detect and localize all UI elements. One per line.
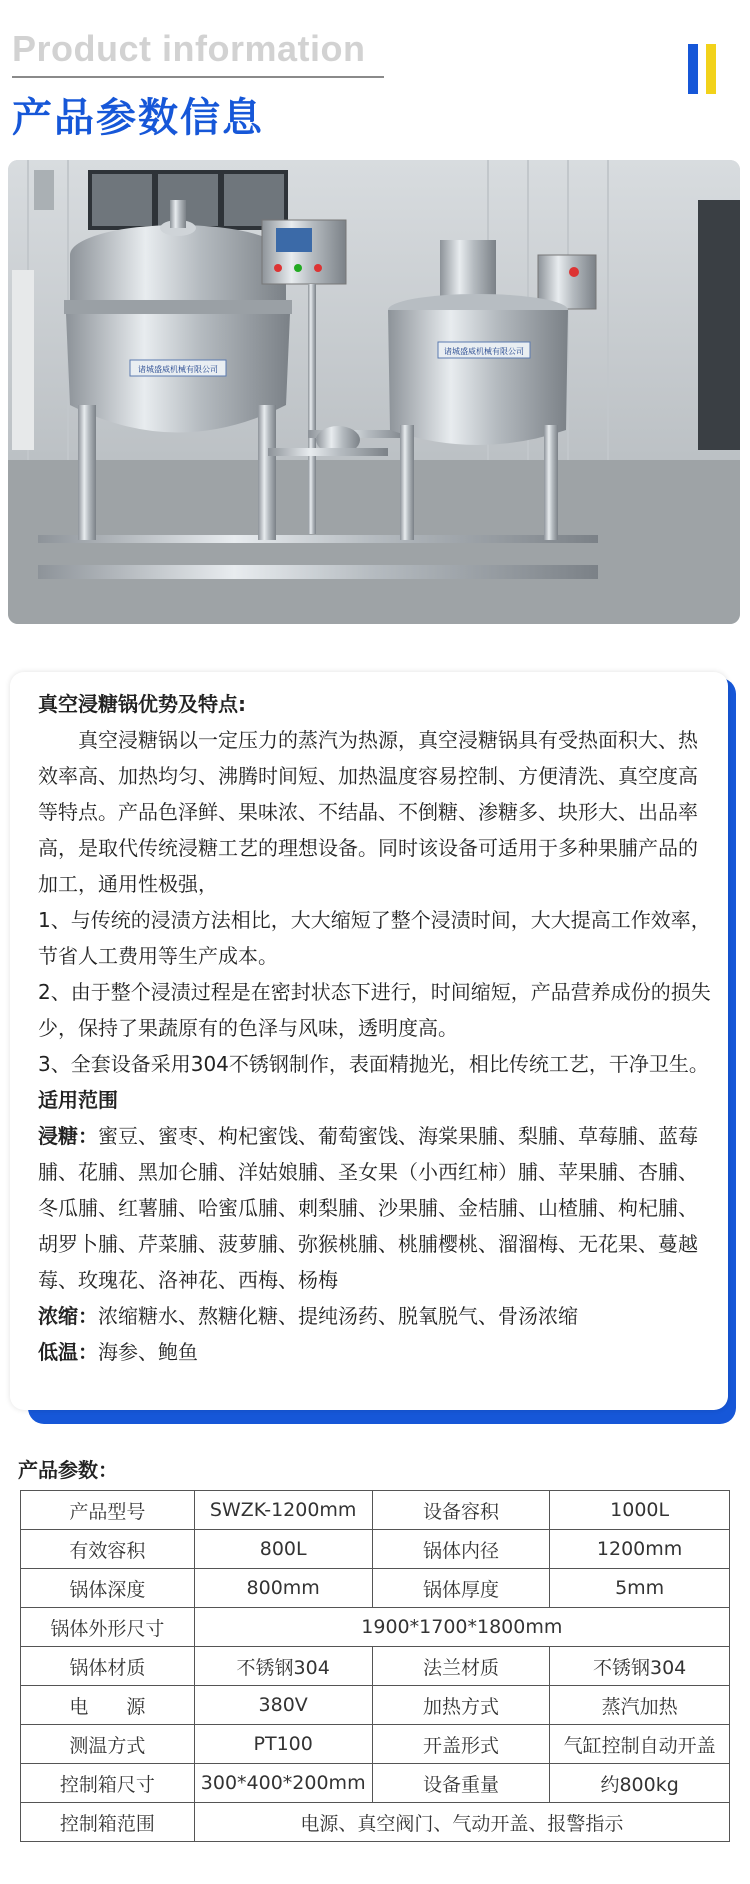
scope-item-concentrate (38, 1298, 712, 1334)
param-label: 电 源 (21, 1686, 195, 1725)
param-value: 380V (194, 1686, 372, 1725)
table-row (21, 1491, 730, 1530)
param-label: 锅体材质 (21, 1647, 195, 1686)
header-title-en: Product information (12, 28, 366, 69)
param-value: 1200mm (550, 1530, 730, 1569)
features-point-2: 2、由于整个浸渍过程是在密封状态下进行，时间缩短，产品营养成份的损失少，保持了果蔬原有的色泽与风味，透明度高。 (38, 980, 711, 1040)
table-row (21, 1764, 730, 1803)
param-label: 产品型号 (21, 1491, 195, 1530)
header-divider (12, 76, 384, 78)
nameplate-right: 诸城盛威机械有限公司 (444, 347, 524, 356)
scope-item-lowtemp (38, 1334, 712, 1370)
param-label: 测温方式 (21, 1725, 195, 1764)
param-value: SWZK-1200mm (194, 1491, 372, 1530)
param-label: 有效容积 (21, 1530, 195, 1569)
param-label: 控制箱尺寸 (21, 1764, 195, 1803)
param-label: 锅体深度 (21, 1569, 195, 1608)
features-card (10, 672, 736, 1424)
param-label: 加热方式 (372, 1686, 550, 1725)
scope-lowtemp-text: 海参、鲍鱼 (98, 1340, 198, 1364)
param-value: 不锈钢304 (550, 1647, 730, 1686)
param-value: PT100 (194, 1725, 372, 1764)
param-label: 锅体内径 (372, 1530, 550, 1569)
scope-item-soak (38, 1118, 712, 1298)
table-row (21, 1647, 730, 1686)
params-title: 产品参数： (18, 1458, 118, 1482)
scope-concentrate-label: 浓缩： (38, 1304, 98, 1328)
header-accent-bar-yellow (706, 44, 716, 94)
features-title: 真空浸糖锅优势及特点: (38, 692, 246, 716)
scope-lowtemp-label: 低温： (38, 1340, 98, 1364)
param-label: 控制箱范围 (21, 1803, 195, 1842)
table-row (21, 1803, 730, 1842)
product-photo-illustration (8, 160, 740, 624)
param-value: 800L (194, 1530, 372, 1569)
scope-soak-label: 浸糖： (38, 1124, 98, 1148)
param-value: 1000L (550, 1491, 730, 1530)
features-card-body (10, 672, 728, 1410)
features-point-1: 1、与传统的浸渍方法相比，大大缩短了整个浸渍时间，大大提高工作效率，节省人工费用等生产成本。 (38, 908, 711, 968)
param-value: 不锈钢304 (194, 1647, 372, 1686)
param-value: 800mm (194, 1569, 372, 1608)
param-label: 法兰材质 (372, 1647, 550, 1686)
header-accent-bar-blue (688, 44, 698, 94)
param-label: 锅体厚度 (372, 1569, 550, 1608)
param-value: 300*400*200mm (194, 1764, 372, 1803)
table-row (21, 1569, 730, 1608)
table-row (21, 1725, 730, 1764)
table-row (21, 1686, 730, 1725)
table-row (21, 1530, 730, 1569)
scope-soak-text: 蜜豆、蜜枣、枸杞蜜饯、葡萄蜜饯、海棠果脯、梨脯、草莓脯、蓝莓脯、花脯、黑加仑脯、洋姑娘脯、圣女果（小西红柿）脯、苹果脯、杏脯、冬瓜脯、红薯脯、哈蜜瓜脯、刺梨脯、沙果脯、金桔脯、山楂脯、枸杞脯、胡罗卜脯、芹菜脯、菠萝脯、弥猴桃脯、桃脯樱桃、溜溜梅、无花果、蔓越莓、玫瑰花、洛神花、西梅、杨梅 (38, 1124, 698, 1292)
param-value: 电源、真空阀门、气动开盖、报警指示 (194, 1803, 729, 1842)
params-table (20, 1490, 730, 1842)
param-label: 开盖形式 (372, 1725, 550, 1764)
product-photo (8, 160, 740, 624)
nameplate-left: 诸城盛威机械有限公司 (138, 365, 218, 374)
param-value: 气缸控制自动开盖 (550, 1725, 730, 1764)
scope-concentrate-text: 浓缩糖水、熬糖化糖、提纯汤药、脱氧脱气、骨汤浓缩 (98, 1304, 578, 1328)
param-value: 蒸汽加热 (550, 1686, 730, 1725)
features-point-3: 3、全套设备采用304不锈钢制作，表面精抛光，相比传统工艺，干净卫生。 (38, 1052, 709, 1076)
table-row (21, 1608, 730, 1647)
param-value: 5mm (550, 1569, 730, 1608)
header-title-cn: 产品参数信息 (12, 95, 264, 141)
scope-title: 适用范围 (38, 1088, 118, 1112)
param-label: 设备容积 (372, 1491, 550, 1530)
param-value: 约800kg (550, 1764, 730, 1803)
param-label: 锅体外形尺寸 (21, 1608, 195, 1647)
features-intro: 真空浸糖锅以一定压力的蒸汽为热源，真空浸糖锅具有受热面积大、热效率高、加热均匀、沸腾时间短、加热温度容易控制、方便清洗、真空度高等特点。产品色泽鲜、果味浓、不结晶、不倒糖、渗糖多、块形大、出品率高，是取代传统浸糖工艺的理想设备。同时该设备可适用于多种果脯产品的加工，通用性极强， (38, 728, 698, 896)
param-value: 1900*1700*1800mm (194, 1608, 729, 1647)
param-label: 设备重量 (372, 1764, 550, 1803)
